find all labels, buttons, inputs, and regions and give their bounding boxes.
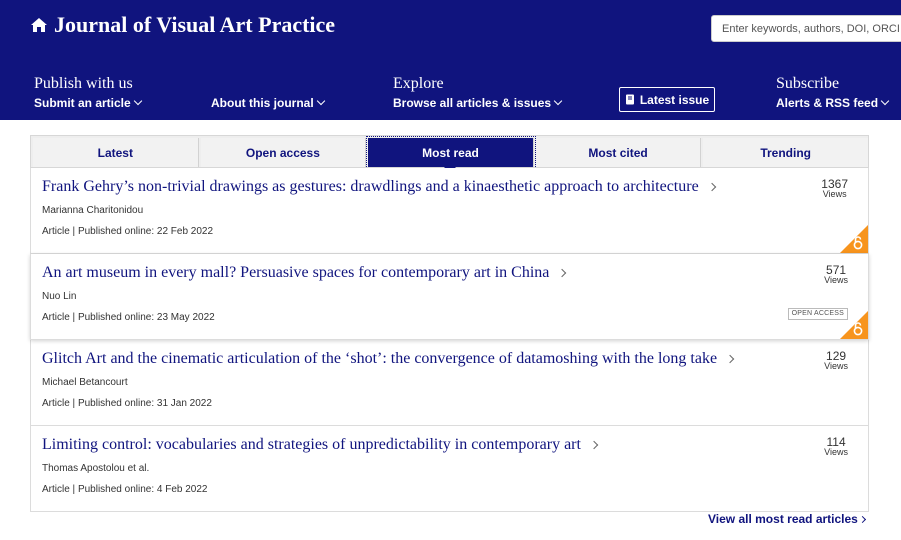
home-icon	[30, 17, 48, 33]
list-item	[30, 340, 869, 426]
latest-issue-button[interactable]	[619, 87, 715, 112]
nav-subscribe	[776, 74, 888, 112]
views-number: 1367	[821, 177, 848, 191]
views-count	[824, 436, 848, 457]
article-title-link[interactable]	[42, 350, 733, 368]
article-title-link[interactable]	[42, 178, 715, 196]
views-count	[824, 350, 848, 371]
site-header	[0, 0, 901, 120]
views-count	[821, 178, 848, 199]
nav-about	[211, 94, 324, 112]
search-box	[711, 15, 901, 42]
journal-title-link[interactable]	[30, 10, 335, 40]
article-meta: Article | Published online: 23 May 2022	[42, 312, 215, 323]
chevron-right-icon	[590, 441, 598, 449]
chevron-right-icon	[707, 183, 715, 191]
views-number: 571	[826, 263, 847, 277]
about-journal-link[interactable]	[211, 94, 324, 112]
article-title: Frank Gehry’s non-trivial drawings as gestures: drawdlings and a kinaesthetic approach to architecture	[42, 178, 699, 195]
tab-most-read[interactable]: Most read	[368, 138, 534, 167]
latest-issue-label: Latest issue	[639, 92, 710, 107]
open-access-lock-icon	[840, 311, 868, 339]
views-number: 129	[826, 349, 847, 363]
book-icon	[625, 94, 635, 105]
view-all-label: View all most read articles	[708, 512, 858, 526]
list-item	[30, 426, 869, 512]
nav-publish	[34, 74, 141, 112]
search-input[interactable]	[712, 16, 901, 41]
article-author[interactable]: Thomas Apostolou et al.	[42, 463, 150, 474]
article-meta: Article | Published online: 22 Feb 2022	[42, 226, 214, 237]
open-access-lock-icon	[840, 225, 868, 253]
chevron-down-icon	[554, 97, 562, 105]
views-label: Views	[822, 189, 847, 199]
article-list	[30, 168, 869, 512]
article-title: Limiting control: vocabularies and strategies of unpredictability in contemporary art	[42, 436, 581, 453]
article-title-link[interactable]	[42, 436, 597, 454]
article-title: Glitch Art and the cinematic articulation of the ‘shot’: the convergence of datamoshing with the long take	[42, 350, 718, 367]
article-tabs	[30, 135, 869, 168]
chevron-down-icon	[133, 97, 141, 105]
views-count	[824, 264, 848, 285]
nav-explore-heading: Explore	[393, 75, 444, 92]
view-all-most-read-link[interactable]	[708, 512, 865, 526]
list-item	[30, 254, 869, 340]
views-number: 114	[826, 435, 846, 449]
chevron-right-icon	[726, 355, 734, 363]
article-title-link[interactable]	[42, 264, 565, 282]
alerts-rss-label: Alerts & RSS feed	[776, 96, 879, 110]
browse-articles-label: Browse all articles & issues	[393, 96, 552, 110]
views-label: Views	[824, 275, 848, 285]
submit-article-link[interactable]	[34, 94, 141, 112]
tab-latest[interactable]: Latest	[33, 138, 199, 167]
chevron-down-icon	[881, 97, 889, 105]
journal-title: Journal of Visual Art Practice	[54, 12, 336, 37]
open-access-badge: OPEN ACCESS	[788, 308, 848, 320]
article-title: An art museum in every mall? Persuasive spaces for contemporary art in China	[42, 264, 550, 281]
article-author[interactable]: Marianna Charitonidou	[42, 205, 144, 216]
nav-subscribe-heading: Subscribe	[776, 75, 840, 92]
article-author[interactable]: Nuo Lin	[42, 291, 77, 302]
views-label: Views	[824, 361, 848, 371]
alerts-rss-link[interactable]	[776, 94, 888, 112]
tab-most-cited[interactable]: Most cited	[536, 138, 702, 167]
chevron-down-icon	[316, 97, 324, 105]
chevron-right-icon	[859, 515, 866, 522]
submit-article-label: Submit an article	[34, 96, 131, 110]
chevron-right-icon	[558, 269, 566, 277]
tab-open-access[interactable]: Open access	[201, 138, 367, 167]
browse-articles-link[interactable]	[393, 94, 561, 112]
article-meta: Article | Published online: 31 Jan 2022	[42, 398, 212, 409]
about-journal-label: About this journal	[211, 96, 314, 110]
article-meta: Article | Published online: 4 Feb 2022	[42, 484, 208, 495]
nav-explore	[393, 74, 561, 112]
views-label: Views	[824, 447, 848, 457]
article-author[interactable]: Michael Betancourt	[42, 377, 128, 388]
tab-trending[interactable]: Trending	[703, 138, 868, 167]
list-item	[30, 168, 869, 254]
nav-publish-heading: Publish with us	[34, 75, 133, 92]
